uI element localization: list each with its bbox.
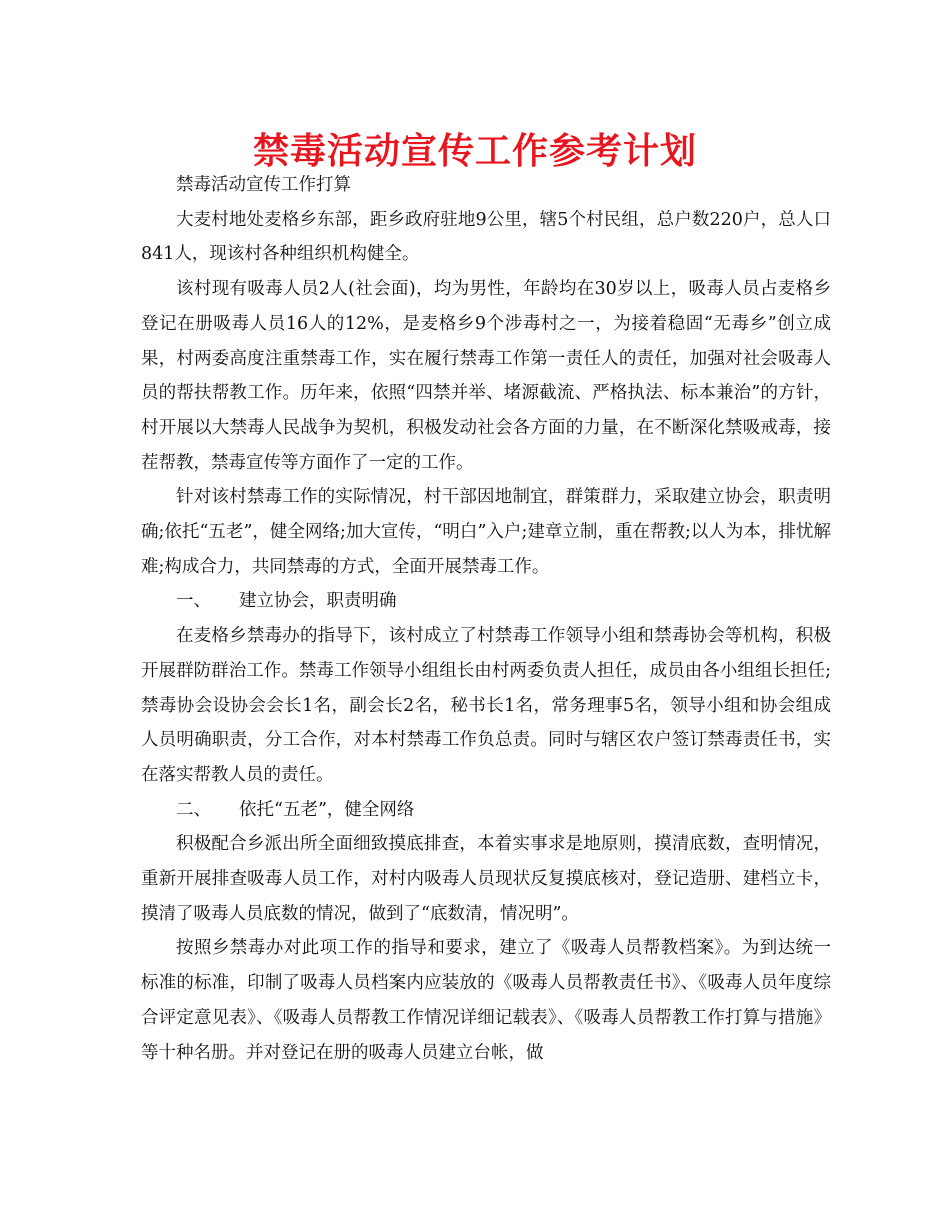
- section-title-2: 依托“五老”，健全网络: [239, 799, 415, 820]
- paragraph-section1-body: 在麦格乡禁毒办的指导下，该村成立了村禁毒工作领导小组和禁毒协会等机构，积极开展群防群治工作。禁毒工作领导小组组长由村两委负责人担任，成员由各小组组长担任;禁毒协会设协会会长1名，副会长2名，秘书长1名，常务理事5名，领导小组和协会组成人员明确职责，分工合作，对本村禁毒工作负总责。同时与辖区农户签订禁毒责任书，实在落实帮教人员的责任。: [141, 626, 831, 785]
- section-heading-2: [141, 793, 831, 828]
- document-subtitle: 禁毒活动宣传工作打算: [176, 175, 351, 195]
- document-body: [141, 168, 831, 1070]
- section-number-2: 二、: [176, 799, 211, 820]
- paragraph-section2-investigation: 积极配合乡派出所全面细致摸底排查，本着实事求是地原则，摸清底数，查明情况，重新开展排查吸毒人员工作，对村内吸毒人员现状反复摸底核对，登记造册、建档立卡，摸清了吸毒人员底数的情况，做到了“底数清，情况明”。: [141, 834, 831, 924]
- document-title: 禁毒活动宣传工作参考计划: [252, 131, 697, 172]
- section-title-1: 建立协会，职责明确: [239, 591, 397, 612]
- paragraph-village-overview: 大麦村地处麦格乡东部，距乡政府驻地9公里，辖5个村民组，总户数220户，总人口841人，现该村各种组织机构健全。: [141, 209, 831, 265]
- paragraph-approach: 针对该村禁毒工作的实际情况，村干部因地制宜，群策群力，采取建立协会，职责明确;依托“五老”，健全网络;加大宣传，“明白”入户;建章立制，重在帮教;以人为本，排忧解难;构成合力，共同禁毒的方式，全面开展禁毒工作。: [141, 487, 831, 577]
- paragraph-section2-archives: 按照乡禁毒办对此项工作的指导和要求，建立了《吸毒人员帮教档案》。为到达统一标准的标准，印制了吸毒人员档案内应装放的《吸毒人员帮教责任书》、《吸毒人员年度综合评定意见表》、《吸毒人员帮教工作情况详细记载表》、《吸毒人员帮教工作打算与措施》等十种名册。并对登记在册的吸毒人员建立台帐，做: [141, 938, 831, 1063]
- paragraph-drug-situation: 该村现有吸毒人员2人(社会面)，均为男性，年龄均在30岁以上，吸毒人员占麦格乡登记在册吸毒人员16人的12%，是麦格乡9个涉毒村之一，为接着稳固“无毒乡”创立成果，村两委高度注重禁毒工作，实在履行禁毒工作第一责任人的责任，加强对社会吸毒人员的帮扶帮教工作。历年来，依照“四禁并举、堵源截流、严格执法、标本兼治”的方针，村开展以大禁毒人民战争为契机，积极发动社会各方面的力量，在不断深化禁吸戒毒，接茬帮教，禁毒宣传等方面作了一定的工作。: [141, 279, 831, 473]
- section-heading-1: [141, 584, 831, 619]
- section-number-1: 一、: [176, 591, 211, 612]
